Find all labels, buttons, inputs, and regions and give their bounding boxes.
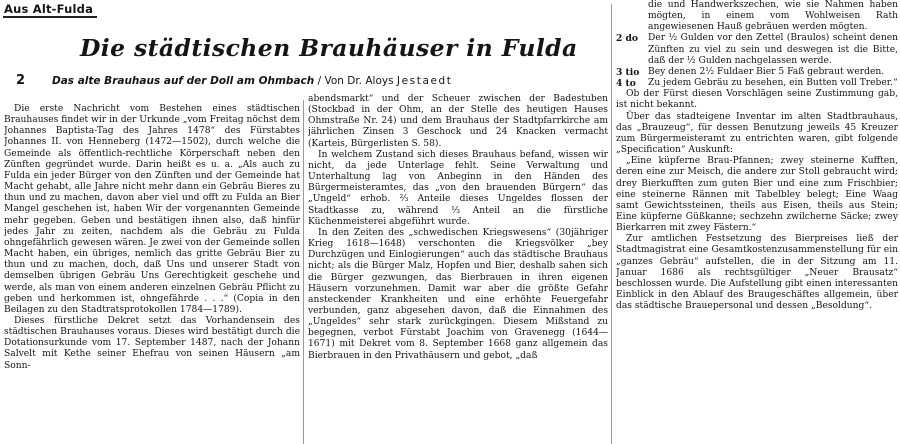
paragraph: Über das stadteigene Inventar im alten Stadtbrauhaus, das „Brauzeug“, für dessen Benutzung jeweils 45 Kreuzer zum Bürgermeisteramt zu entrichten waren, gibt folgende „Specification“ Auskunft: <box>616 111 898 156</box>
article-headline: Die städtischen Brauhäuser in Fulda <box>80 34 578 62</box>
list-item-text: Der ½ Gulden vor den Zettel (Braulos) scheint denen Zünften zu viel zu sein und deswegen ist die Bitte, daß der ½ Gulden nachgelassen werde. <box>648 33 898 66</box>
paragraph: „Eine küpferne Brau-Pfannen; zwey steinerne Kufften, deren eine zur Meisch, die andere zur Stoll gebraucht wird; drey Bierkufften zum guten Bier und eine zum Frischbier; eine steinerne Rännen mit Tabelbley belegt; Eine Waag samt Gewichtssteinen, theils aus Eisen, theils aus Stein; Eine küpferne Güßkanne; sechzehn zwilcherne Säcke; zwey Bierkarren mit zwey Fästern.“ <box>616 156 898 234</box>
list-item-key: 4 to <box>616 78 636 90</box>
section-underline <box>3 16 97 18</box>
author-surname: Jestaedt <box>396 75 453 87</box>
article-subtitle: Das alte Brauhaus auf der Doll am Ohmbach <box>52 75 315 87</box>
paragraph: Die erste Nachricht vom Bestehen eines städtischen Brauhauses findet wir in der Urkunde „vom Freitag nöchst dem Johannes Baptista-Tag des Jahres 1478“ des Fürstabtes Johannes II. von Henneberg (1472—1502), durch welche die Gemeinde als öffentlich-rechtliche Körperschaft neben den Zünften gegründet wurde. Darin heißt es u. a. „Als auch zu Fulda ein jeder Bürger von den Zünften und der Gemeinde hat Macht gehabt, alle Jahre nicht mehr dann ein Gebräu Bieres zu thun und zu machen, davon aber viel und offt zu Fulda an Bier Mangel geschehen ist, haben Wir der vorgenannten Gemeinde mehr gegeben. Geben und bestätigen ihnen also, daß hinfür jedes Jahr zu zeiten, nachdem als die Gebräu zu Fulda ohngefährlich gewesen wären. Je zwei von der Gemeinde sollen Macht haben, ein übriges, nemlich das gritte Gebräu Bier zu thun und zu machen, doch, daß Uns und unserer Stadt von demselben übrigen Gebräu Uns Gerechtigkeit geschehe und werde, als man von einem anderen einzelnen Gebräu Pflicht zu geben und herkommen ist, ohngefährde . . .“ (Copia in den Beilagen zu den Stadtratsprotokollen 1784—1789). <box>4 104 300 315</box>
column-1 <box>4 104 300 444</box>
list-continuation <box>616 0 898 33</box>
list-item-text: Bey denen 2½ Fuldaer Bier 5 Faß gebraut werden. <box>648 66 885 77</box>
part-number: 2 <box>16 73 26 88</box>
section-label: Aus Alt-Fulda <box>4 2 94 16</box>
column-divider <box>611 4 612 444</box>
list-item-text: Zu jedem Gebräu zu besehen, ein Butten voll Treber.“ <box>648 78 898 89</box>
paragraph: Dieses fürstliche Dekret setzt das Vorhandensein des städtischen Brauhauses voraus. Dieses wird bestätigt durch die Dotationsurkunde vom 17. September 1487, nach der Johann Salvelt mit Kethe seiner Ehefrau von seinen Häusern „am Sonn- <box>4 315 300 371</box>
paragraph: abendsmarkt“ und der Scheuer zwischen der Badestuben (Stockbad in der Ohm, an der Stelle des heutigen Hauses Ohmstraße Nr. 24) und dem Brauhaus der Stadtpfarrkirche am jährlichen Zinsen 3 Geschock und 24 Knacken vermacht (Karteis, Bürgerlisten S. 58). <box>308 94 608 149</box>
list-item-key: 3 tio <box>616 66 640 78</box>
column-2 <box>308 94 608 444</box>
byline-prefix: / Von Dr. Aloys <box>314 75 397 87</box>
paragraph: Zur amtlichen Festsetzung des Bierpreises ließ der Stadtmagistrat eine Gesamtkostenzusammenstellung für ein „ganzes Gebräu“ aufstellen, die in der Sitzung am 11. Januar 1686 als rechtsgültiger „Neuer Brausatz“ beschlossen wurde. Die Aufstellung gibt einen interessanten Einblick in den Ablauf des Braugeschäftes allgemein, über das städtische Brauepersonal und dessen „Besoldung“. <box>616 234 898 312</box>
paragraph: Ob der Fürst diesen Vorschlägen seine Zustimmung gab, ist nicht bekannt. <box>616 89 898 111</box>
article-subhead <box>52 74 453 88</box>
list-item-key: 2 do <box>616 33 638 45</box>
list-item <box>616 67 898 78</box>
column-3 <box>616 0 898 444</box>
list-item <box>616 78 898 89</box>
paragraph: In welchem Zustand sich dieses Brauhaus befand, wissen wir nicht, da jede Unterlage fehlt. Seine Verwaltung und Unterhaltung lag von Anbeginn in den Händen des Bürgermeisteramtes, das „von den brauenden Bürgern“ das „Ungeld“ erhob. ⅔ Anteile dieses Ungeldes flossen der Stadtkasse zu, während ⅓ Anteil an die fürstliche Küchenmeisterei abgeführt wurde. <box>308 149 608 227</box>
column-divider <box>303 100 304 444</box>
paragraph: In den Zeiten des „schwedischen Kriegswesens“ (30jähriger Krieg 1618—1648) verschonten die Kriegsvölker „bey Durchzügen und Einlogierungen“ auch das städtische Brauhaus nicht; als die Bürger Malz, Hopfen und Bier, deshalb sahen sich die Bürger gezwungen, das Bierbrauen in ihren eigenen Häusern vorzunehmen. Damit war aber die größte Gefahr ansteckender Krankheiten und eine erhöhte Feuergefahr verbunden, ganz abgesehen davon, daß die Einnahmen des „Ungeldes“ sehr stark zurückgingen. Diesem Mißstand zu begegnen, verbot Fürstabt Joachim von Gravenegg (1644—1671) mit Dekret vom 8. September 1668 ganz allgemein das Bierbrauen in den Privathäusern und gebot, „daß <box>308 227 608 361</box>
paragraph: die und Handwerkszechen, wie sie Nahmen haben mögten, in einem vom Wohlweisen Rath angewiesenen Hauß gebräuen werden mögten. <box>648 0 898 33</box>
list-item <box>616 33 898 66</box>
